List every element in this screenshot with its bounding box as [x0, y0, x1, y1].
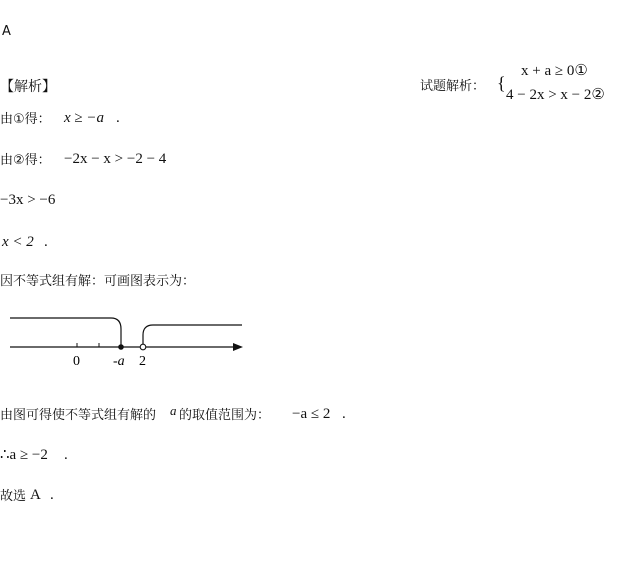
label-two: 2 — [139, 354, 146, 369]
answer-letter: A — [2, 24, 11, 39]
system-line-2: 4 − 2x > x − 2② — [506, 87, 605, 103]
step8-label: 故选 — [0, 489, 27, 504]
step6-math: −a ≤ 2 — [292, 406, 331, 422]
analysis-label: 试题解析： — [420, 79, 486, 94]
number-line-figure — [0, 305, 260, 375]
system-brace: { — [497, 73, 506, 93]
step2-label: 由②得： — [0, 153, 51, 168]
step3-math: −3x > −6 — [0, 192, 56, 208]
step5-text: 因不等式组有解：可画图表示为： — [0, 274, 196, 289]
step4-math: x < 2 — [2, 234, 34, 250]
step8-value: A — [30, 487, 41, 503]
step1-label: 由①得： — [0, 112, 51, 127]
step1-period: . — [116, 110, 120, 126]
step6-label: 由图可得使不等式组有解的 — [0, 408, 157, 423]
system-line-1: x + a ≥ 0① — [521, 63, 588, 79]
section-title: 【解析】 — [0, 79, 56, 95]
step6-var: a — [170, 403, 177, 418]
point-two — [140, 344, 146, 350]
step7-period: . — [64, 447, 68, 463]
step6-period: . — [342, 406, 346, 422]
step6-text2: 的取值范围为： — [179, 408, 271, 423]
range-arc-two — [143, 325, 242, 346]
step2-math: −2x − x > −2 − 4 — [64, 151, 167, 167]
point-neg-a — [118, 344, 124, 350]
step4-period: . — [44, 234, 48, 250]
step7-math: ∴a ≥ −2 — [0, 447, 48, 463]
step1-math: x ≥ −a — [64, 110, 105, 126]
range-arc-neg-a — [10, 318, 121, 346]
label-zero: 0 — [73, 354, 80, 369]
label-neg-a: -a — [113, 354, 125, 369]
step8-period: . — [50, 487, 54, 503]
axis-arrow — [233, 343, 243, 351]
